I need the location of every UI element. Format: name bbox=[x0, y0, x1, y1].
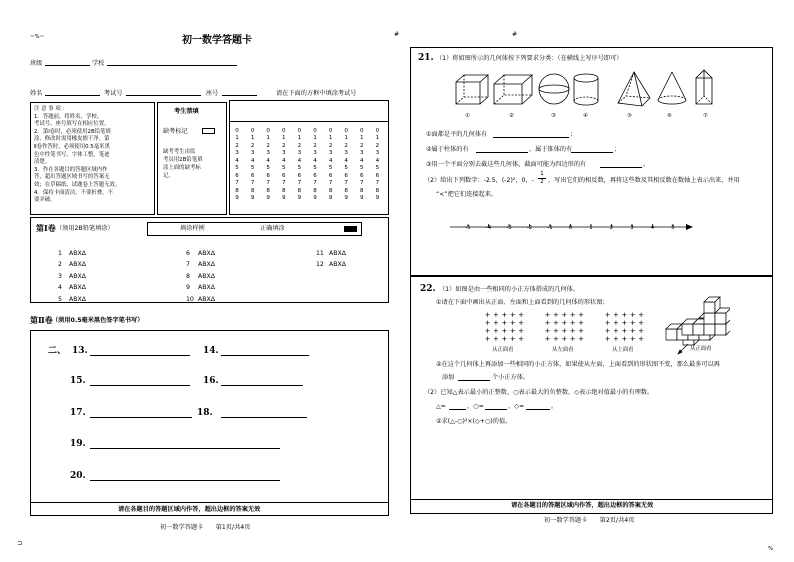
grid-point: + bbox=[518, 335, 525, 343]
grid-point: + bbox=[569, 335, 576, 343]
exam-digit-bubble[interactable]: 2 bbox=[344, 142, 348, 149]
grid-point: + bbox=[509, 335, 516, 343]
grid-point: + bbox=[621, 327, 628, 335]
exam-digit-bubble[interactable]: 2 bbox=[360, 142, 364, 149]
exam-digit-bubble[interactable]: 8 bbox=[328, 187, 333, 194]
exam-digit-bubble[interactable]: 1 bbox=[375, 135, 380, 142]
answer-col-1[interactable]: 1 ABXΔ 2 ABXΔ 3 ABXΔ 4 ABXΔ 5 ABXΔ bbox=[58, 250, 86, 303]
grid-point: + bbox=[552, 319, 559, 327]
grid-point: + bbox=[501, 311, 508, 319]
question-19: 19. bbox=[70, 439, 86, 449]
grid-point: + bbox=[604, 319, 611, 327]
part1-title: 第Ⅰ卷 bbox=[36, 223, 56, 233]
exam-digit-bubble[interactable]: 3 bbox=[235, 150, 239, 157]
cube-face bbox=[693, 324, 704, 335]
exam-digit-bubble[interactable]: 6 bbox=[344, 172, 348, 179]
grid-point: + bbox=[638, 335, 645, 343]
diamond-value[interactable] bbox=[526, 409, 550, 410]
exam-digit-bubble[interactable]: 5 bbox=[328, 165, 333, 172]
exam-no-hint: 请在下面的方框中填涂考试号 bbox=[276, 90, 357, 97]
exam-digit-bubble[interactable]: 6 bbox=[360, 172, 364, 179]
number-line-label: 1 bbox=[589, 225, 593, 231]
part2-box bbox=[30, 330, 389, 516]
cube-face bbox=[704, 324, 715, 335]
exam-digit-bubble[interactable]: 1 bbox=[235, 135, 239, 142]
q22-values-label: △= bbox=[436, 403, 446, 410]
exam-digit-bubble[interactable]: 4 bbox=[344, 157, 348, 164]
answer-col-2[interactable]: 6 ABXΔ 7 ABXΔ 8 ABXΔ 9 ABXΔ 10 ABXΔ bbox=[186, 250, 215, 303]
exam-digit-bubble[interactable]: 9 bbox=[297, 195, 302, 202]
cube-face bbox=[682, 324, 693, 335]
grid-point: + bbox=[629, 319, 636, 327]
exam-digit-bubble[interactable]: 8 bbox=[282, 187, 286, 194]
exam-digit-bubble[interactable]: 6 bbox=[375, 172, 380, 179]
grid-point: + bbox=[629, 311, 636, 319]
cube-face bbox=[666, 329, 677, 340]
corner-mark: # bbox=[512, 31, 518, 38]
exam-digit-bubble[interactable]: 9 bbox=[313, 195, 317, 202]
exam-digit-bubble[interactable]: 5 bbox=[375, 165, 380, 172]
part2-title: 第Ⅱ卷 bbox=[30, 315, 53, 325]
exam-digit-bubble[interactable]: 8 bbox=[266, 187, 270, 194]
exam-digit-column[interactable] bbox=[232, 128, 242, 203]
grid-point: + bbox=[578, 327, 585, 335]
q21-answer-2[interactable] bbox=[476, 152, 528, 153]
grid-point: + bbox=[612, 327, 619, 335]
grid-point: + bbox=[638, 327, 645, 335]
exam-digit-column[interactable] bbox=[357, 128, 367, 203]
exam-digit-bubble[interactable]: 6 bbox=[266, 172, 270, 179]
exam-digit-bubble[interactable]: 6 bbox=[282, 172, 286, 179]
exam-digit-bubble[interactable]: 8 bbox=[297, 187, 302, 194]
number-line-label: -3 bbox=[506, 225, 512, 231]
grid-point: + bbox=[552, 327, 559, 335]
q22-part2: （2）已知△表示最小的正整数，○表示最大的负整数，◇表示绝对值最小的有理数。 bbox=[424, 389, 654, 396]
grid-point: + bbox=[544, 311, 551, 319]
exam-digit-bubble[interactable]: 1 bbox=[250, 135, 255, 142]
corner-mark: # bbox=[394, 31, 400, 38]
exam-digit-bubble[interactable]: 7 bbox=[328, 180, 333, 187]
exam-digit-bubble[interactable]: 7 bbox=[266, 180, 270, 187]
exam-digit-bubble[interactable]: 4 bbox=[328, 157, 333, 164]
q22-answer-add[interactable] bbox=[458, 380, 490, 381]
exam-digit-bubble[interactable]: 4 bbox=[375, 157, 380, 164]
grid-point: + bbox=[509, 311, 516, 319]
grid-point: + bbox=[501, 319, 508, 327]
exam-digit-bubble[interactable]: 3 bbox=[313, 150, 317, 157]
exam-digit-bubble[interactable]: 3 bbox=[328, 150, 333, 157]
grid-point: + bbox=[569, 311, 576, 319]
q22-sub2-add: 添加 bbox=[442, 374, 455, 381]
exam-digit-bubble[interactable]: 4 bbox=[282, 157, 286, 164]
answer-line-16[interactable] bbox=[221, 385, 303, 386]
diamond-value-label: ，◇= bbox=[508, 403, 525, 410]
answer-line-17[interactable] bbox=[90, 417, 192, 418]
grid-point: + bbox=[621, 335, 628, 343]
seat-no-label: 座号 bbox=[206, 90, 219, 97]
answer-line-19[interactable] bbox=[90, 448, 280, 449]
exam-digit-bubble[interactable]: 7 bbox=[375, 180, 380, 187]
number-line-label: -5 bbox=[465, 225, 471, 231]
grid-point: + bbox=[501, 327, 508, 335]
exam-digit-column[interactable] bbox=[372, 128, 382, 203]
exam-digit-column[interactable] bbox=[341, 128, 351, 203]
exam-digit-bubble[interactable]: 1 bbox=[344, 135, 348, 142]
exam-digit-bubble[interactable]: 9 bbox=[235, 195, 239, 202]
solid-shapes-figure bbox=[452, 68, 727, 112]
corner-mark: ~%~ bbox=[30, 34, 45, 40]
part2-subtitle: （须用0.5毫米黑色签字笔书写） bbox=[52, 317, 144, 324]
grid-point: + bbox=[569, 319, 576, 327]
exam-digit-bubble[interactable]: 5 bbox=[297, 165, 302, 172]
q22-part1: （1）如图是由一些相同的小正方体搭成的几何体。 bbox=[439, 286, 580, 293]
number-line-label: 0 bbox=[568, 225, 573, 231]
grid-point: + bbox=[501, 335, 508, 343]
number-line-label: -4 bbox=[485, 225, 492, 231]
exam-digit-bubble[interactable]: 2 bbox=[235, 142, 239, 149]
candidate-title: 考生禁填 bbox=[174, 108, 199, 115]
exam-digit-bubble[interactable]: 6 bbox=[313, 172, 317, 179]
number-line-labels bbox=[448, 225, 698, 233]
grid-point: + bbox=[561, 311, 568, 319]
exam-digit-bubble[interactable]: 1 bbox=[360, 135, 364, 142]
q22-sub2: ②在这个几何体上再添加一些相同的小正方体，如果使从左面，上面看到的形状图不变，那么最多可以再 bbox=[436, 361, 720, 368]
grid-point: + bbox=[561, 335, 568, 343]
corner-mark: ⊐ bbox=[17, 540, 23, 547]
exam-digit-bubble[interactable]: 1 bbox=[282, 135, 286, 142]
exam-digit-bubble[interactable]: 5 bbox=[313, 165, 317, 172]
exam-digit-bubble[interactable]: 7 bbox=[282, 180, 286, 187]
grid-point: + bbox=[612, 319, 619, 327]
grid-point: + bbox=[492, 311, 499, 319]
grid-point: + bbox=[518, 311, 525, 319]
grid-point: + bbox=[629, 327, 636, 335]
exam-digit-bubble[interactable]: 4 bbox=[266, 157, 270, 164]
grid-point: + bbox=[484, 311, 491, 319]
name-label: 姓名 bbox=[30, 90, 43, 97]
triangle-value[interactable] bbox=[449, 409, 466, 410]
exam-digit-bubble[interactable]: 2 bbox=[282, 142, 286, 149]
question-18: 18. bbox=[197, 408, 213, 418]
exam-digit-bubble[interactable]: 0 bbox=[328, 128, 333, 134]
class-label: 班级 bbox=[30, 60, 43, 67]
grid-point: + bbox=[578, 335, 585, 343]
exam-digit-bubble[interactable]: 0 bbox=[266, 128, 270, 134]
grid-point: + bbox=[552, 335, 559, 343]
answer-line-18[interactable] bbox=[221, 417, 307, 418]
exam-digit-bubble[interactable]: 0 bbox=[344, 128, 348, 134]
school-label: 学校 bbox=[92, 60, 105, 67]
page-footer: 初一数学答题卡 第2页/共4页 bbox=[544, 517, 635, 524]
exam-digit-bubble[interactable]: 6 bbox=[328, 172, 333, 179]
correct-label: 正确填涂 bbox=[260, 225, 285, 232]
exam-digit-column[interactable] bbox=[326, 128, 336, 203]
front-view-arrow-label: 从正面看 bbox=[690, 346, 712, 352]
exam-digit-bubble[interactable]: 9 bbox=[266, 195, 270, 202]
exam-digit-bubble[interactable]: 1 bbox=[328, 135, 333, 142]
exam-digit-bubble[interactable]: 9 bbox=[250, 195, 255, 202]
grid-point: + bbox=[629, 335, 636, 343]
number-line-label: 3 bbox=[630, 225, 634, 231]
grid-point: + bbox=[544, 319, 551, 327]
notice-text: 注 意 事 项 ： 1．答题前，将姓名、学校、 考试号、座号填写在相应位置。 2．第Ⅰ卷时，必须使用2B铅笔填 涂，修改时需用橡皮擦干净。第 Ⅱ卷作答时，必须使用0.5毫米黑 色中性笔书写，字体工整，笔迹 清楚。 3．作在各题目的答题区域内作 答，超出答题区域书写的答案无 效；在草稿纸、试题卷上答题无效。 4．保持卡面清洁，不要折叠，不 要弄破。 bbox=[34, 106, 121, 204]
exam-digit-bubble[interactable]: 2 bbox=[266, 142, 270, 149]
grid-point: + bbox=[518, 319, 525, 327]
exam-digit-bubble[interactable]: 4 bbox=[250, 157, 255, 164]
exam-digit-bubble[interactable]: 7 bbox=[313, 180, 317, 187]
exam-digit-bubble[interactable]: 2 bbox=[250, 142, 255, 149]
exam-digit-bubble[interactable]: 0 bbox=[282, 128, 286, 134]
exam-digit-bubble[interactable]: 5 bbox=[250, 165, 255, 172]
exam-digit-column[interactable] bbox=[248, 128, 258, 203]
fraction-half: 1 2 bbox=[538, 171, 546, 186]
exam-digit-bubble[interactable]: 3 bbox=[344, 150, 348, 157]
grid-point: + bbox=[484, 319, 491, 327]
number-line-label: 5 bbox=[671, 225, 675, 231]
exam-digit-bubble[interactable]: 1 bbox=[313, 135, 317, 142]
exam-digit-bubble[interactable]: 1 bbox=[266, 135, 270, 142]
question-20: 20. bbox=[70, 471, 86, 481]
cube-face bbox=[704, 313, 715, 324]
question-14: 14. bbox=[203, 346, 219, 356]
grid-point: + bbox=[569, 327, 576, 335]
q21-punct: 。 bbox=[643, 161, 650, 168]
grid-point: + bbox=[544, 335, 551, 343]
grid-point: + bbox=[492, 327, 499, 335]
exam-digit-bubble[interactable]: 2 bbox=[375, 142, 380, 149]
grid-point: + bbox=[621, 311, 628, 319]
exam-digit-bubble[interactable]: 7 bbox=[360, 180, 364, 187]
q21-line2: ②属于柱体的有 bbox=[426, 146, 469, 153]
exam-digit-bubble[interactable]: 7 bbox=[235, 180, 239, 187]
answer-col-3[interactable]: 11 ABXΔ 12 ABXΔ bbox=[316, 250, 346, 269]
q21-answer-1[interactable] bbox=[493, 137, 569, 138]
exam-digit-bubble[interactable]: 0 bbox=[375, 128, 380, 134]
q21-punct: ； bbox=[570, 131, 577, 138]
exam-digit-bubble[interactable]: 3 bbox=[375, 150, 380, 157]
exam-digit-bubble[interactable]: 4 bbox=[313, 157, 317, 164]
exam-digit-bubble[interactable]: 8 bbox=[375, 187, 380, 194]
exam-digit-bubble[interactable]: 4 bbox=[235, 157, 239, 164]
exam-digit-bubble[interactable]: 4 bbox=[297, 157, 302, 164]
absent-note: 缺考考生由监 考员用2B铅笔填 涂上面的缺考标 记。 bbox=[163, 149, 203, 179]
exam-digit-bubble[interactable]: 7 bbox=[344, 180, 348, 187]
exam-digit-bubble[interactable]: 8 bbox=[344, 187, 348, 194]
q21-number: 21. bbox=[418, 53, 434, 63]
left-view-grid[interactable] bbox=[543, 312, 585, 344]
grid-point: + bbox=[509, 327, 516, 335]
q21-answer-4[interactable] bbox=[600, 167, 642, 168]
exam-digit-bubble[interactable]: 8 bbox=[313, 187, 317, 194]
exam-digit-bubble[interactable]: 2 bbox=[328, 142, 333, 149]
grid-point: + bbox=[612, 335, 619, 343]
number-line-label: 2 bbox=[609, 225, 614, 231]
number-line-label: -1 bbox=[547, 225, 553, 231]
grid-point: + bbox=[604, 335, 611, 343]
q21-part2-line2: “<”把它们连接起来。 bbox=[436, 191, 498, 198]
answer-line-15[interactable] bbox=[90, 385, 190, 386]
q21-part1: （1）将如图所示的几何体按下列要求分类：（在横线上写序号即可） bbox=[436, 55, 623, 62]
number-line-label: -2 bbox=[526, 225, 533, 231]
exam-digit-bubble[interactable]: 4 bbox=[360, 157, 364, 164]
view-label-front: 从正面看 bbox=[492, 347, 514, 353]
q21-line3: ③用一个平面分别去截这些几何体，截面可能为四边形的有 bbox=[426, 161, 587, 168]
exam-digit-bubble[interactable]: 3 bbox=[360, 150, 364, 157]
cube-face bbox=[704, 302, 715, 313]
circle-value[interactable] bbox=[485, 409, 507, 410]
q22-punct: 。 bbox=[551, 403, 558, 410]
q22-sub2-tail: 个小正方体。 bbox=[492, 374, 530, 381]
grid-point: + bbox=[638, 319, 645, 327]
exam-digit-bubble[interactable]: 5 bbox=[282, 165, 286, 172]
part1-subtitle: （须用2B铅笔填涂） bbox=[56, 225, 114, 232]
exam-digit-column[interactable] bbox=[294, 128, 304, 203]
exam-digit-bubble[interactable]: 5 bbox=[235, 165, 239, 172]
answer-line-13[interactable] bbox=[90, 355, 190, 356]
exam-digit-bubble[interactable]: 7 bbox=[297, 180, 302, 187]
cube-face bbox=[715, 324, 726, 335]
grid-point: + bbox=[604, 311, 611, 319]
grid-point: + bbox=[638, 311, 645, 319]
exam-digit-bubble[interactable]: 0 bbox=[360, 128, 364, 134]
exam-digit-bubble[interactable]: 6 bbox=[297, 172, 302, 179]
warning-text: 请在各题目的答题区域内作答，超出边框的答案无效 bbox=[118, 506, 261, 513]
exam-digit-bubble[interactable]: 5 bbox=[344, 165, 348, 172]
grid-point: + bbox=[484, 335, 491, 343]
page-title: 初一数学答题卡 bbox=[182, 35, 252, 46]
question-15: 15. bbox=[70, 376, 86, 386]
grid-point: + bbox=[578, 311, 585, 319]
grid-point: + bbox=[518, 327, 525, 335]
grid-point: + bbox=[544, 327, 551, 335]
exam-digit-bubble[interactable]: 0 bbox=[235, 128, 239, 134]
grid-point: + bbox=[492, 319, 499, 327]
sample-label: 填涂样例 bbox=[180, 225, 205, 232]
exam-digit-bubble[interactable]: 2 bbox=[297, 142, 302, 149]
exam-no-label: 考试号 bbox=[104, 90, 123, 97]
question-16: 16. bbox=[203, 376, 219, 386]
question-17: 17. bbox=[70, 408, 86, 418]
circle-value-label: ，○= bbox=[467, 403, 484, 410]
q21-part2-tail: ，写出它们的相反数，再将这些数及其相反数在数轴上表示出来，并用 bbox=[548, 177, 740, 184]
exam-digit-bubble[interactable]: 9 bbox=[328, 195, 333, 202]
grid-point: + bbox=[621, 319, 628, 327]
grid-point: + bbox=[612, 311, 619, 319]
q22-number: 22. bbox=[420, 284, 436, 294]
q21-part2: （2）给出下列数字：-2.5，(-2)²，0，- bbox=[424, 177, 534, 184]
q21-punct: ； bbox=[614, 146, 621, 153]
grid-point: + bbox=[552, 311, 559, 319]
exam-digit-bubble[interactable]: 5 bbox=[360, 165, 364, 172]
section-label: 二、 bbox=[48, 346, 67, 356]
exam-digit-column[interactable] bbox=[310, 128, 320, 203]
view-label-top: 从上面看 bbox=[612, 347, 634, 353]
top-view-grid[interactable] bbox=[603, 312, 645, 344]
exam-digit-bubble[interactable]: 3 bbox=[282, 150, 286, 157]
exam-digit-bubble[interactable]: 9 bbox=[375, 195, 380, 202]
exam-digit-bubble[interactable]: 0 bbox=[297, 128, 302, 134]
exam-digit-bubble[interactable]: 0 bbox=[313, 128, 317, 134]
grid-point: + bbox=[578, 319, 585, 327]
q21-line1: ①面都是平的几何体有 bbox=[426, 131, 488, 138]
exam-digit-bubble[interactable]: 9 bbox=[282, 195, 286, 202]
exam-digit-bubble[interactable]: 8 bbox=[360, 187, 364, 194]
grid-point: + bbox=[509, 319, 516, 327]
exam-digit-bubble[interactable]: 9 bbox=[344, 195, 348, 202]
grid-point: + bbox=[604, 327, 611, 335]
exam-digit-bubble[interactable]: 6 bbox=[235, 172, 239, 179]
exam-digit-bubble[interactable]: 3 bbox=[297, 150, 302, 157]
q21-answer-3[interactable] bbox=[571, 152, 613, 153]
warning-text: 请在各题目的答题区域内作答，超出边框的答案无效 bbox=[511, 502, 654, 509]
absent-label: 缺考标记 bbox=[163, 128, 188, 135]
exam-digit-bubble[interactable]: 8 bbox=[235, 187, 239, 194]
question-13: 13. bbox=[72, 346, 88, 356]
answer-line-20[interactable] bbox=[90, 480, 280, 481]
exam-digit-bubble[interactable]: 3 bbox=[250, 150, 255, 157]
grid-point: + bbox=[561, 319, 568, 327]
exam-digit-bubble[interactable]: 6 bbox=[250, 172, 255, 179]
grid-point: + bbox=[561, 327, 568, 335]
q22-part3: ②求(△-○)²×(◇+○)的值。 bbox=[436, 418, 512, 425]
q22-sub1: ①请在下面中画出从正面、左面和上面看到的几何体的形状图； bbox=[436, 299, 609, 306]
grid-point: + bbox=[484, 327, 491, 335]
absent-checkbox[interactable] bbox=[202, 128, 215, 134]
exam-digit-bubble[interactable]: 5 bbox=[266, 165, 270, 172]
page-footer: 初一数学答题卡 第1页/共4页 bbox=[160, 524, 251, 531]
answer-line-14[interactable] bbox=[221, 355, 309, 356]
q21-line2b: ，属于锥体的有 bbox=[529, 146, 573, 153]
exam-digit-bubble[interactable]: 3 bbox=[266, 150, 270, 157]
exam-digit-bubble[interactable]: 1 bbox=[297, 135, 302, 142]
grid-point: + bbox=[492, 335, 499, 343]
exam-digit-bubble[interactable]: 0 bbox=[250, 128, 255, 134]
corner-mark: % bbox=[768, 546, 774, 552]
view-label-left: 从左面看 bbox=[552, 347, 574, 353]
cube-face bbox=[715, 313, 726, 324]
exam-digit-bubble[interactable]: 2 bbox=[313, 142, 317, 149]
exam-digit-bubble[interactable]: 9 bbox=[360, 195, 364, 202]
number-line-label: 4 bbox=[650, 225, 655, 231]
exam-digit-bubble[interactable]: 7 bbox=[250, 180, 255, 187]
front-view-grid[interactable] bbox=[483, 312, 525, 344]
exam-digit-bubble[interactable]: 8 bbox=[250, 187, 255, 194]
filled-sample bbox=[344, 226, 357, 232]
exam-digit-column[interactable] bbox=[263, 128, 273, 203]
exam-digit-column[interactable] bbox=[279, 128, 289, 203]
